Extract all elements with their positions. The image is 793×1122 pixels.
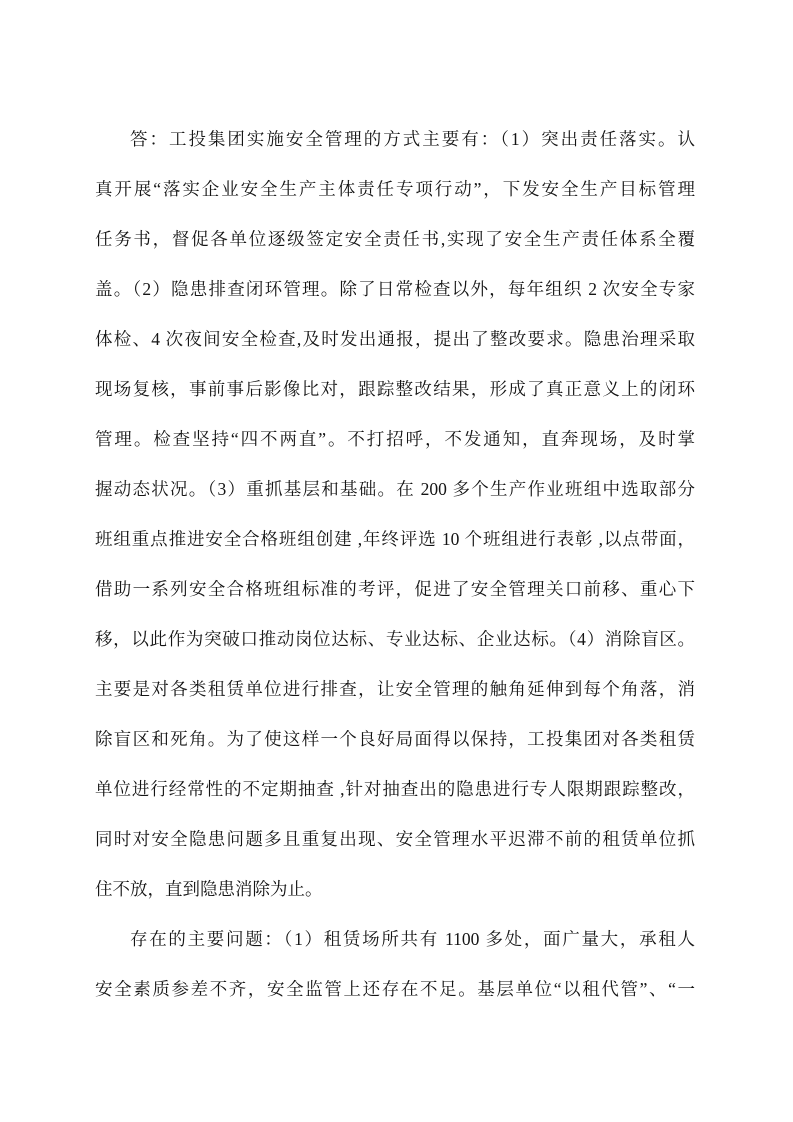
text-line: 主要是对各类租赁单位进行排查，让安全管理的触角延伸到每个角落，消 — [95, 679, 695, 699]
text-line: 移，以此作为突破口推动岗位达标、专业达标、企业达标。（4）消除盲区。 — [95, 629, 695, 649]
text-line: 班组重点推进安全合格班组创建 ,年终评选 10 个班组进行表彰 ,以点带面， — [95, 529, 695, 549]
text-line: 管理。检查坚持“四不两直”。不打招呼，不发通知，直奔现场，及时掌 — [95, 429, 695, 449]
text-line: 握动态状况。（3）重抓基层和基础。在 200 多个生产作业班组中选取部分 — [95, 479, 695, 499]
text-line: 单位进行经常性的不定期抽查 ,针对抽查出的隐患进行专人限期跟踪整改， — [95, 779, 695, 799]
text-line: 同时对安全隐患问题多且重复出现、安全管理水平迟滞不前的租赁单位抓 — [95, 829, 695, 849]
text-line: 任务书，督促各单位逐级签定安全责任书,实现了安全生产责任体系全覆 — [95, 229, 695, 249]
text-line: 盖。（2）隐患排查闭环管理。除了日常检查以外，每年组织 2 次安全专家 — [95, 279, 695, 299]
text-line: 安全素质参差不齐，安全监管上还存在不足。基层单位“以租代管”、“一 — [95, 979, 695, 999]
text-line: 体检、4 次夜间安全检查,及时发出通报，提出了整改要求。隐患治理采取 — [95, 329, 695, 349]
text-line: 借助一系列安全合格班组标准的考评，促进了安全管理关口前移、重心下 — [95, 579, 695, 599]
text-line: 真开展“落实企业安全生产主体责任专项行动”，下发安全生产目标管理 — [95, 179, 695, 199]
text-line: 答：工投集团实施安全管理的方式主要有：（1）突出责任落实。认 — [130, 129, 695, 149]
text-line: 住不放，直到隐患消除为止。 — [95, 879, 323, 899]
text-block — [95, 114, 695, 1014]
text-line: 现场复核，事前事后影像比对，跟踪整改结果，形成了真正意义上的闭环 — [95, 379, 695, 399]
text-line: 存在的主要问题：（1）租赁场所共有 1100 多处，面广量大，承租人 — [130, 929, 695, 949]
text-line: 除盲区和死角。为了使这样一个良好局面得以保持，工投集团对各类租赁 — [95, 729, 695, 749]
